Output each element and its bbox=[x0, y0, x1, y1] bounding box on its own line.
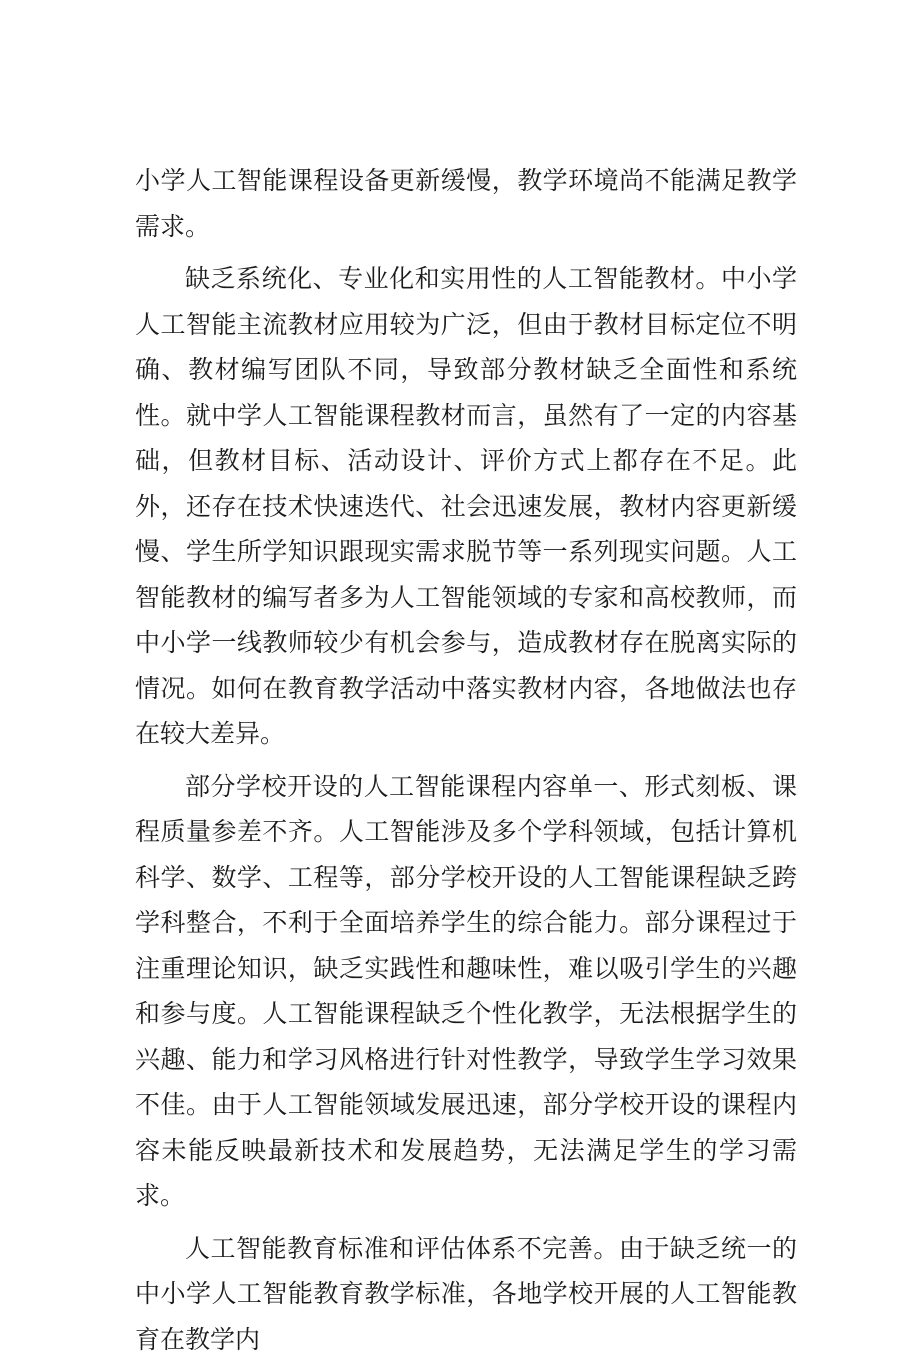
document-body bbox=[135, 158, 797, 1362]
paragraph-standards: 人工智能教育标准和评估体系不完善。由于缺乏统一的中小学人工智能教育教学标准，各地学校开展的人工智能教育在教学内 bbox=[135, 1226, 797, 1362]
paragraph-continuation: 小学人工智能课程设备更新缓慢，教学环境尚不能满足教学需求。 bbox=[135, 158, 797, 249]
paragraph-course-content: 部分学校开设的人工智能课程内容单一、形式刻板、课程质量参差不齐。人工智能涉及多个学科领域，包括计算机科学、数学、工程等，部分学校开设的人工智能课程缺乏跨学科整合，不利于全面培养学生的综合能力。部分课程过于注重理论知识，缺乏实践性和趣味性，难以吸引学生的兴趣和参与度。人工智能课程缺乏个性化教学，无法根据学生的兴趣、能力和学习风格进行针对性教学，导致学生学习效果不佳。由于人工智能领域发展迅速，部分学校开设的课程内容未能反映最新技术和发展趋势，无法满足学生的学习需求。 bbox=[135, 764, 797, 1219]
paragraph-textbooks: 缺乏系统化、专业化和实用性的人工智能教材。中小学人工智能主流教材应用较为广泛，但由于教材目标定位不明确、教材编写团队不同，导致部分教材缺乏全面性和系统性。就中学人工智能课程教材而言，虽然有了一定的内容基础，但教材目标、活动设计、评价方式上都存在不足。此外，还存在技术快速迭代、社会迅速发展，教材内容更新缓慢、学生所学知识跟现实需求脱节等一系列现实问题。人工智能教材的编写者多为人工智能领域的专家和高校教师，而中小学一线教师较少有机会参与，造成教材存在脱离实际的情况。如何在教育教学活动中落实教材内容，各地做法也存在较大差异。 bbox=[135, 256, 797, 757]
